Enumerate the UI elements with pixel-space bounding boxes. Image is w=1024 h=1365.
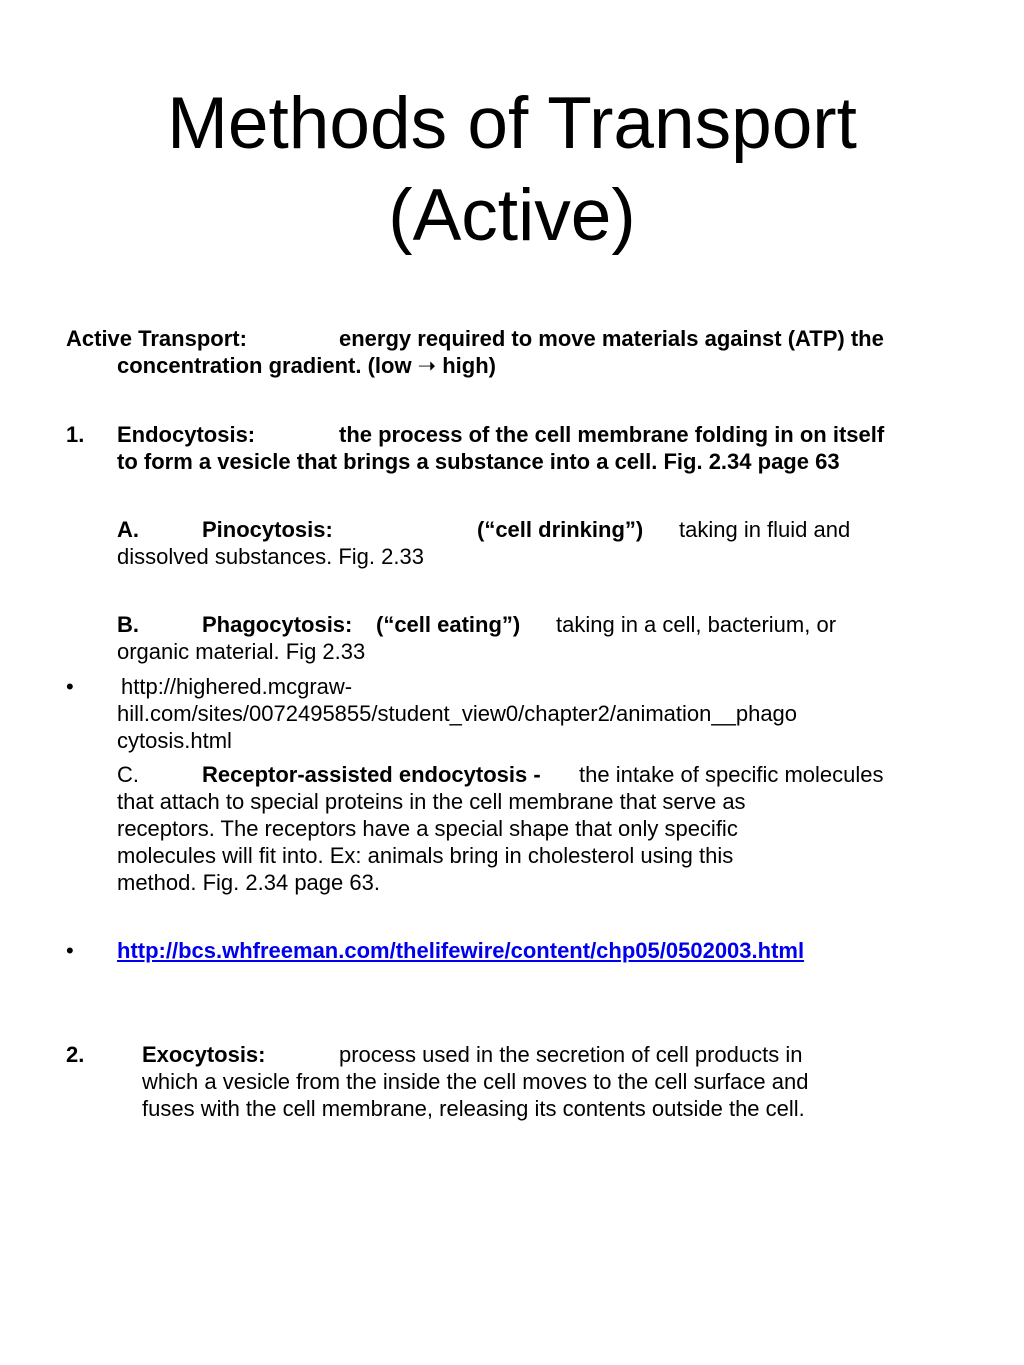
exocytosis-definition-line-3: fuses with the cell membrane, releasing its contents outside the cell. <box>142 1096 805 1121</box>
phagocytosis-definition-line-1: taking in a cell, bacterium, or <box>556 612 837 637</box>
bullet-icon: • <box>66 938 74 963</box>
bullet-icon: • <box>66 674 74 699</box>
receptor-letter: C. <box>117 762 139 787</box>
receptor-term: Receptor-assisted endocytosis - <box>202 762 541 787</box>
pinocytosis-letter: A. <box>117 517 139 542</box>
phagocytosis-term: Phagocytosis: <box>202 612 353 637</box>
title-line-2: (Active) <box>388 175 636 256</box>
active-transport-definition-line-2: concentration gradient. (low ➝ high) <box>117 353 496 378</box>
exocytosis-definition-line-2: which a vesicle from the inside the cell moves to the cell surface and <box>142 1069 809 1094</box>
endocytosis-definition-line-2: to form a vesicle that brings a substance into a cell. Fig. 2.34 page 63 <box>117 449 840 474</box>
exocytosis-definition-line-1: process used in the secretion of cell products in <box>339 1042 803 1067</box>
endocytosis-number: 1. <box>66 422 85 447</box>
pinocytosis-definition-line-2: dissolved substances. Fig. 2.33 <box>117 544 424 569</box>
active-transport-term: Active Transport: <box>66 326 247 351</box>
phagocytosis-url-line-3: cytosis.html <box>117 728 232 753</box>
receptor-definition-line-2: that attach to special proteins in the cell membrane that serve as <box>117 789 746 814</box>
receptor-definition-line-4: molecules will fit into. Ex: animals bring in cholesterol using this <box>117 843 734 868</box>
phagocytosis-url-line-1: http://highered.mcgraw- <box>121 674 353 699</box>
receptor-definition-line-3: receptors. The receptors have a special shape that only specific <box>117 816 738 841</box>
phagocytosis-definition-line-2: organic material. Fig 2.33 <box>117 639 366 664</box>
active-transport-definition-line-1: energy required to move materials against (ATP) the <box>339 326 884 351</box>
slide-title <box>0 78 1024 262</box>
endocytosis-term: Endocytosis: <box>117 422 256 447</box>
lifewire-link[interactable]: http://bcs.whfreeman.com/thelifewire/content/chp05/0502003.html <box>117 938 805 963</box>
exocytosis-term: Exocytosis: <box>142 1042 266 1067</box>
endocytosis-definition-line-1: the process of the cell membrane folding in on itself <box>339 422 885 447</box>
phagocytosis-letter: B. <box>117 612 139 637</box>
pinocytosis-nickname: (“cell drinking”) <box>477 517 644 542</box>
title-line-1: Methods of Transport <box>167 83 857 164</box>
receptor-definition-line-5: method. Fig. 2.34 page 63. <box>117 870 380 895</box>
phagocytosis-nickname: (“cell eating”) <box>376 612 521 637</box>
pinocytosis-definition-line-1: taking in fluid and <box>679 517 851 542</box>
phagocytosis-url-line-2: hill.com/sites/0072495855/student_view0/chapter2/animation__phago <box>117 701 798 726</box>
exocytosis-number: 2. <box>66 1042 85 1067</box>
receptor-definition-line-1: the intake of specific molecules <box>579 762 884 787</box>
pinocytosis-term: Pinocytosis: <box>202 517 333 542</box>
